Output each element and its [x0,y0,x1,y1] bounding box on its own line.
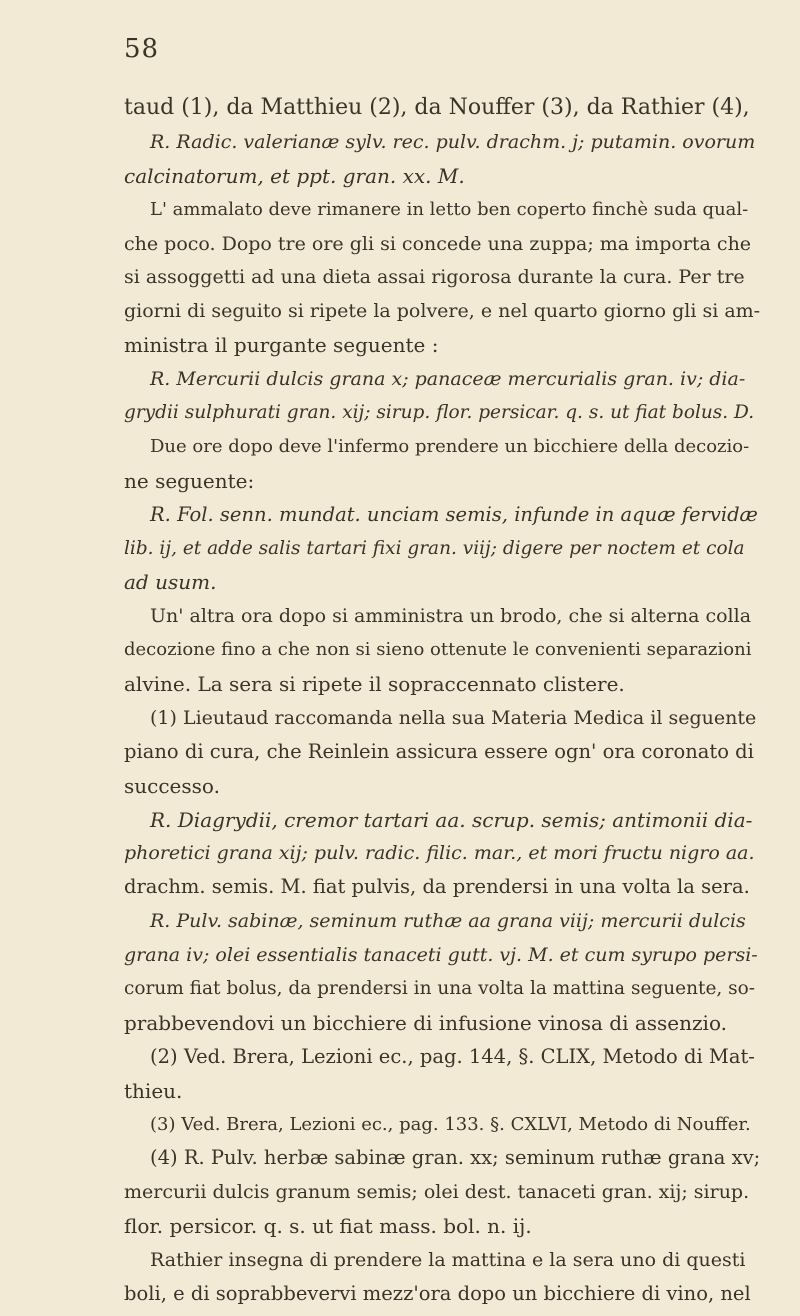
recipe-line: lib. ij, et adde salis tartari fixi gran. viij; digere per noctem et cola [124,538,745,559]
footnote-line: (2) Ved. Brera, Lezioni ec., pag. 144, §. CLIX, Metodo di Mat- [150,1045,755,1068]
text-line: boli, e di soprabbevervi mezz'ora dopo un bicchiere di vino, nel [124,1282,751,1305]
text-line: alvine. La sera si ripete il sopraccennato clistere. [124,672,625,696]
footnote-line: successo. [124,774,220,798]
text-line: (3) Ved. Brera, Lezioni ec., pag. 133. §. CXLVI, Metodo di Nouffer. [150,1114,751,1135]
recipe-line: R. Diagrydii, cremor tartari aa. scrup. semis; antimonii dia- [150,808,753,832]
recipe-line: R. Fol. senn. mundat. unciam semis, infunde in aquæ fervidæ [150,503,758,526]
text-line: che poco. Dopo tre ore gli si concede una zuppa; ma importa che [124,233,752,255]
text-line: si assoggetti ad una dieta assai rigorosa durante la cura. Per tre [124,266,745,288]
recipe-line: R. Pulv. sabinæ, seminum ruthæ aa grana viij; mercurii dulcis [150,910,746,932]
text-line: mercurii dulcis granum semis; olei dest. tanaceti gran. xij; sirup. [124,1181,750,1203]
text-line: Un' altra ora dopo si amministra un brodo, che si alterna colla [150,605,752,627]
recipe-line: grana iv; olei essentialis tanaceti gutt. vj. M. et cum syrupo persi- [124,944,758,966]
recipe-line: drachm. semis. M. fiat pulvis, da prendersi in una volta la sera. [124,875,750,898]
text-line: ne seguente: [124,469,255,493]
footnote-line: piano di cura, che Reinlein assicura essere ogn' ora coronato di [124,740,754,763]
text-line: decozione fino a che non si sieno ottenute le convenienti separazioni [124,639,752,660]
recipe-line: phoretici grana xij; pulv. radic. filic. mar., et mori fructu nigro aa. [124,842,755,864]
recipe-line: R. Radic. valerianæ sylv. rec. pulv. drachm. j; putamin. ovorum [150,131,756,153]
recipe-line: grydii sulphurati gran. xij; sirup. flor. persicar. q. s. ut fiat bolus. D. [124,402,755,423]
text-line: giorni di seguito si ripete la polvere, e nel quarto giorno gli si am- [124,300,761,322]
recipe-line: ad usum. [124,570,217,594]
page-number: 58 [124,34,160,64]
footnote-line: (1) Lieutaud raccomanda nella sua Materia Medica il seguente [150,707,757,729]
text-line: flor. persicor. q. s. ut fiat mass. bol. n. ij. [124,1214,532,1238]
recipe-line: prabbevendovi un bicchiere di infusione vinosa di assenzio. [124,1011,727,1035]
recipe-line: corum fiat bolus, da prendersi in una volta la mattina seguente, so- [124,978,756,999]
recipe-line: R. Mercurii dulcis grana x; panaceæ mercurialis gran. iv; dia- [150,368,746,390]
footnote-line: thieu. [124,1079,183,1103]
text-line: Rathier insegna di prendere la mattina e la sera uno di questi [150,1249,746,1271]
recipe-line: calcinatorum, et ppt. gran. xx. M. [124,164,465,188]
text-line: ministra il purgante seguente : [124,333,439,357]
text-line: taud (1), da Matthieu (2), da Nouffer (3), da Rathier (4), [124,95,750,120]
text-line: (4) R. Pulv. herbæ sabinæ gran. xx; seminum ruthæ grana xv; [150,1146,761,1169]
text-line: Due ore dopo deve l'infermo prendere un bicchiere della decozio- [150,436,750,457]
text-line: L' ammalato deve rimanere in letto ben coperto finchè suda qual- [150,199,749,220]
